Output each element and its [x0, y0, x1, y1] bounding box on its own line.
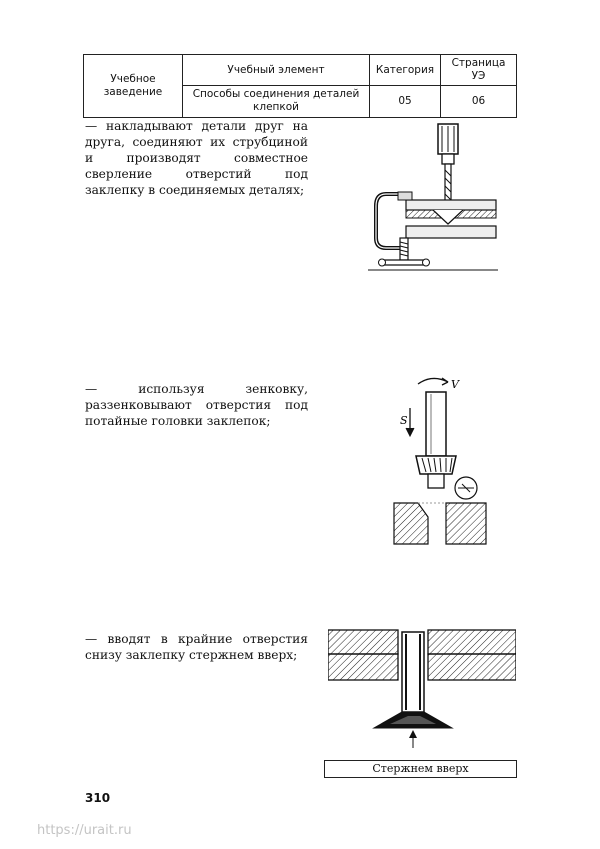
rotation-label: V [451, 378, 459, 391]
header-page-title: Страница УЭ [441, 55, 517, 86]
step-text-2: — используя зенковку, раззенковывают отверстия под потайные головки заклепок; [85, 382, 308, 428]
header-page-value: 06 [441, 86, 517, 117]
header-element-value: Способы соединения деталей клепкой [183, 86, 370, 117]
header-element-title: Учебный элемент [183, 55, 370, 86]
step-text-1: — накладывают детали друг на друга, соединяют их струбциной и производят совместное сверление отверстий под заклепку в соединяемых деталях; [85, 119, 308, 197]
header-category-value: 05 [370, 86, 441, 117]
page-number: 310 [85, 791, 111, 805]
header-institution: Учебное заведение [84, 55, 183, 118]
step-text-3: — вводят в крайние отверстия снизу заклепку стержнем вверх; [85, 632, 308, 662]
header-category-title: Категория [370, 55, 441, 86]
countersink-illustration [390, 372, 490, 547]
figure-caption: Стержнем вверх [324, 760, 517, 778]
header-table [83, 54, 517, 118]
watermark: https://urait.ru [37, 823, 132, 838]
feed-label: S [400, 414, 408, 427]
rivet-insertion-illustration [328, 628, 516, 750]
drilling-clamp-illustration [368, 120, 498, 275]
